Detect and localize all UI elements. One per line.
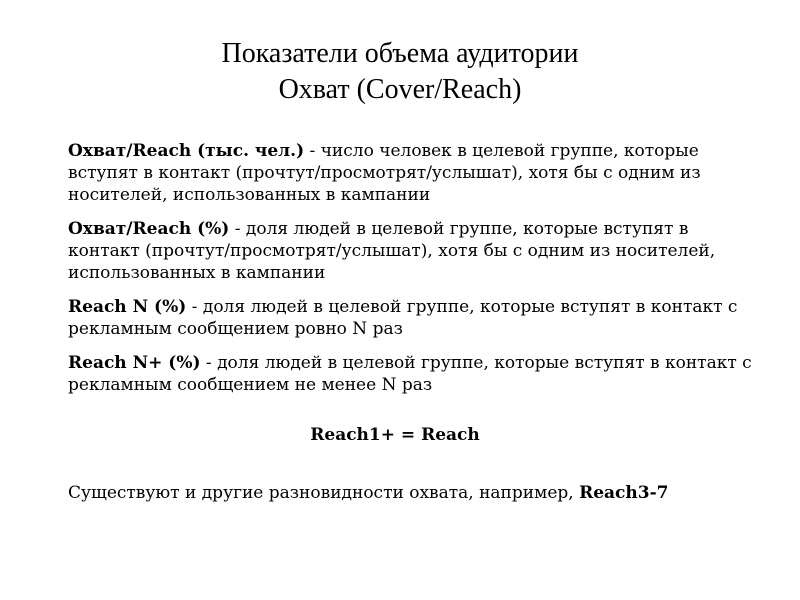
definition-separator: - xyxy=(186,297,203,317)
definition-text: доля людей в целевой группе, которые вступят в контакт с рекламным сообщением не менее N раз xyxy=(68,353,752,395)
definition-reach-n xyxy=(68,296,758,340)
definition-text: доля людей в целевой группе, которые вступят в контакт (прочтут/просмотрят/услышат), хотя бы с одним из носителей, использованных в кампании xyxy=(68,219,716,283)
definition-reach-n-plus xyxy=(68,352,758,396)
closing-note xyxy=(68,482,758,504)
note-text: Существуют и другие разновидности охвата, например, xyxy=(68,483,580,503)
title-line-2: Охват (Cover/Reach) xyxy=(278,74,522,105)
slide-title xyxy=(0,36,800,108)
definition-text: доля людей в целевой группе, которые вступят в контакт с рекламным сообщением ровно N раз xyxy=(68,297,738,339)
definition-term: Reach N (%) xyxy=(68,297,187,317)
definition-separator: - xyxy=(304,141,321,161)
definition-term: Охват/Reach (тыс. чел.) xyxy=(68,141,305,161)
definition-separator: - xyxy=(200,353,218,373)
reach-formula: Reach1+ = Reach xyxy=(310,425,480,445)
definition-text: число человек в целевой группе, которые вступят в контакт (прочтут/просмотрят/услышат), хотя бы с одним из носителей, использованных в кампании xyxy=(68,141,701,205)
note-highlight: Reach3-7 xyxy=(579,483,669,503)
definition-reach-thousands xyxy=(68,140,758,206)
definition-reach-percent xyxy=(68,218,758,284)
definition-term: Охват/Reach (%) xyxy=(68,219,230,239)
slide-body xyxy=(68,140,758,516)
definition-separator: - xyxy=(229,219,246,239)
definition-term: Reach N+ (%) xyxy=(68,353,201,373)
title-line-1: Показатели объема аудитории xyxy=(221,38,579,69)
